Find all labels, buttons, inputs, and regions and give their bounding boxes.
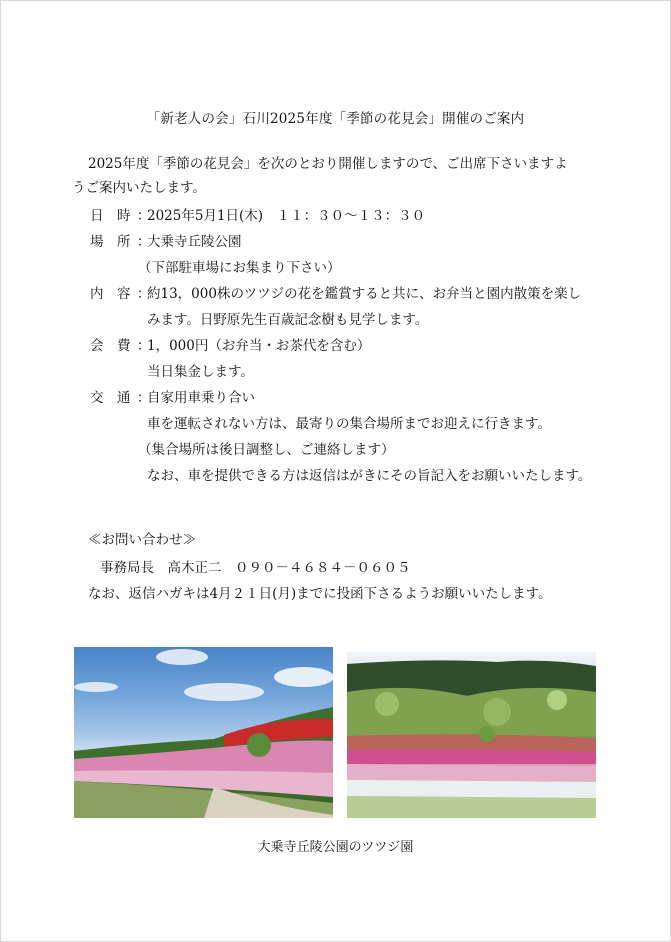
content-label: 内 容 — [90, 286, 131, 302]
content-line-2: みます。日野原先生百歳記念樹も見学します。 — [147, 312, 429, 328]
event-details — [90, 206, 620, 492]
fee-note: 当日集金します。 — [147, 364, 254, 380]
transport-row — [90, 388, 620, 414]
azalea-photo-left — [74, 647, 333, 818]
document-title: 「新老人の会」石川2025年度「季節の花見会」開催のご案内 — [146, 111, 525, 127]
reply-deadline: なお、返信ハガキは4月２１日(月)までに投函下さるようお願いいたします。 — [88, 586, 552, 602]
transport-row-2 — [90, 414, 620, 440]
place-note-row — [90, 258, 620, 284]
place-row — [90, 232, 620, 258]
fee-label: 会 費 — [90, 338, 131, 354]
date-row — [90, 206, 620, 232]
azalea-photo-right-scene — [347, 652, 596, 818]
fee-value: 1，000円（お弁当・お茶代を含む） — [147, 338, 371, 354]
place-colon: ： — [137, 234, 151, 250]
place-label: 場 所 — [90, 234, 131, 250]
contact-heading: ≪お問い合わせ≫ — [88, 532, 196, 548]
photo-caption: 大乗寺丘陵公園のツツジ園 — [257, 840, 414, 855]
content-colon: ： — [137, 286, 151, 302]
intro-line-2: うご案内いたします。 — [72, 180, 206, 196]
transport-line-3: （集合場所は後日調整し、ご連絡します） — [138, 442, 395, 458]
fee-note-row — [90, 362, 620, 388]
transport-value: 自家用車乗り合い — [147, 390, 255, 406]
azalea-photo-right — [347, 652, 596, 818]
date-label: 日 時 — [90, 208, 131, 224]
date-colon: ： — [137, 208, 151, 224]
fee-row — [90, 336, 620, 362]
fee-colon: ： — [137, 338, 151, 354]
place-note: （下部駐車場にお集まり下さい） — [138, 260, 341, 276]
intro-line-1: 2025年度「季節の花見会」を次のとおり開催しますので、ご出席下さいますよ — [88, 156, 568, 172]
contact-phone: 事務局長 高木正二 ０９０－４６８４－０６０５ — [100, 560, 411, 576]
intro-paragraph — [72, 152, 612, 200]
content-row-2 — [90, 310, 620, 336]
azalea-photo-left-scene — [74, 647, 333, 818]
transport-line-2: 車を運転されない方は、最寄りの集合場所までお迎えに行きます。 — [147, 416, 551, 432]
transport-row-4 — [90, 466, 620, 492]
date-value: 2025年5月1日(木) １１：３０～１３：３０ — [147, 208, 426, 224]
content-row — [90, 284, 620, 310]
transport-row-3 — [90, 440, 620, 466]
transport-colon: ： — [137, 390, 151, 406]
transport-label: 交 通 — [90, 390, 131, 406]
place-value: 大乗寺丘陵公園 — [147, 234, 242, 250]
transport-line-4: なお、車を提供できる方は返信はがきにその旨記入をお願いいたします。 — [147, 468, 592, 484]
content-line-1: 約13，000株のツツジの花を鑑賞すると共に、お弁当と園内散策を楽し — [147, 286, 582, 302]
